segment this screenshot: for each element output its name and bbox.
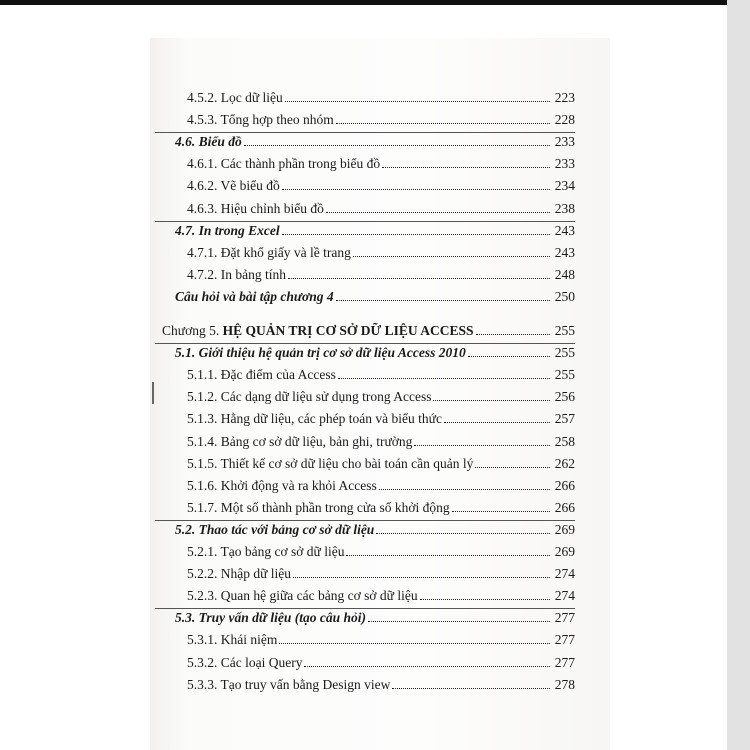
toc-entry <box>155 361 575 383</box>
dot-leader <box>414 445 550 446</box>
toc-entry-title: 5.2.2. Nhập dữ liệu <box>187 566 292 582</box>
toc-entry-page: 274 <box>554 566 575 582</box>
dot-leader <box>433 400 550 401</box>
dot-leader <box>368 621 550 622</box>
toc-entry-title: 4.6. Biểu đồ <box>175 134 242 150</box>
toc-entry <box>155 317 575 339</box>
dot-leader <box>468 356 550 357</box>
dot-leader <box>475 467 550 468</box>
dot-leader <box>282 189 550 190</box>
toc-entry-title: 5.2.3. Quan hệ giữa các bảng cơ sở dữ liệu <box>187 588 418 604</box>
dot-leader <box>288 278 550 279</box>
toc-entry <box>155 560 575 582</box>
toc-entry <box>155 172 575 194</box>
toc-entry-title: 4.5.3. Tổng hợp theo nhóm <box>187 112 334 128</box>
dot-leader <box>293 577 550 578</box>
toc-entry-title: 5.1.4. Bảng cơ sở dữ liệu, bản ghi, trường <box>187 433 413 449</box>
toc-entry-title: 5.1.7. Một số thành phần trong cửa sổ khởi động <box>187 499 450 515</box>
chapter-prefix: Chương 5. <box>162 323 223 338</box>
dot-leader <box>353 256 550 257</box>
toc-entry-title: 5.3.1. Khái niệm <box>187 632 278 648</box>
dot-leader <box>382 167 550 168</box>
dot-leader <box>285 101 550 102</box>
dot-leader <box>392 688 550 689</box>
toc-entry-title: 5.1. Giới thiệu hệ quản trị cơ sở dữ liệu Access 2010 <box>175 345 466 361</box>
toc-entry-page: 248 <box>554 266 575 282</box>
toc-entry-page: 274 <box>554 588 575 604</box>
scan-mark <box>152 382 154 404</box>
toc-entry-page: 256 <box>554 389 575 405</box>
toc-entry-title: 5.2.1. Tạo bảng cơ sở dữ liệu <box>187 544 345 559</box>
toc-entry <box>155 261 575 283</box>
toc-entry-page: 277 <box>554 654 575 670</box>
toc-entry <box>155 383 575 405</box>
toc-entry-page: 223 <box>554 90 575 105</box>
toc-entry-page: 234 <box>554 178 575 194</box>
toc-entry-page: 278 <box>554 676 575 692</box>
toc-entry-title: 5.3. Truy vấn dữ liệu (tạo câu hỏi) <box>175 610 366 626</box>
dot-leader <box>346 555 550 556</box>
toc-entry <box>155 239 575 261</box>
dot-leader <box>420 599 550 600</box>
toc-entry-page: 269 <box>554 521 575 537</box>
toc-entry <box>155 516 575 538</box>
toc-entry <box>155 195 575 217</box>
toc-entry <box>155 472 575 494</box>
toc-entry-page: 255 <box>554 323 575 338</box>
toc-entry <box>155 604 575 626</box>
toc-entry <box>155 582 575 604</box>
toc-entry-page: 243 <box>554 222 575 238</box>
dot-leader <box>336 300 550 301</box>
toc-entry-title: 5.3.3. Tạo truy vấn bằng Design view <box>187 676 391 692</box>
dot-leader <box>304 666 550 667</box>
toc-entry <box>155 339 575 361</box>
toc-entry <box>155 494 575 516</box>
toc-entry <box>155 150 575 172</box>
toc-entry-page: 238 <box>554 200 575 216</box>
toc-entry-page: 250 <box>554 288 575 304</box>
toc-entry-title: 5.1.6. Khởi động và ra khỏi Access <box>187 477 377 493</box>
dot-leader <box>326 212 550 213</box>
toc-entry-title: 4.6.2. Vẽ biểu đồ <box>187 178 280 194</box>
right-margin-strip <box>727 0 750 750</box>
toc-entry-page: 233 <box>554 134 575 150</box>
toc-entry-title <box>162 322 474 339</box>
toc-entry <box>155 84 575 106</box>
toc-entry-title: 5.1.2. Các dạng dữ liệu sử dụng trong Access <box>187 389 432 405</box>
toc-entry <box>155 106 575 128</box>
toc-entry-page: 233 <box>554 156 575 172</box>
toc-entry-page: 255 <box>554 345 575 361</box>
dot-leader <box>379 489 550 490</box>
toc-entry-title: 4.7. In trong Excel <box>175 222 280 238</box>
toc-entry-title: 4.6.1. Các thành phần trong biểu đồ <box>187 156 381 172</box>
dot-leader <box>376 533 550 534</box>
toc-entry-page: 269 <box>554 544 575 559</box>
toc-entry-page: 262 <box>554 455 575 471</box>
toc-entry-page: 277 <box>554 632 575 648</box>
toc-entry-title: 4.7.1. Đặt khổ giấy và lề trang <box>187 244 351 260</box>
toc-entry-page: 257 <box>554 411 575 427</box>
dot-leader <box>244 145 550 146</box>
chapter-title: HỆ QUẢN TRỊ CƠ SỞ DỮ LIỆU ACCESS <box>222 323 474 338</box>
toc-entry <box>155 450 575 472</box>
toc-entry <box>155 428 575 450</box>
dot-leader <box>279 643 550 644</box>
toc-entry-page: 266 <box>554 499 575 515</box>
dot-leader <box>476 334 550 335</box>
toc-entry-page: 228 <box>554 112 575 128</box>
dot-leader <box>444 422 550 423</box>
toc-entry <box>155 283 575 305</box>
toc-entry <box>155 128 575 150</box>
toc-entry-title: 5.3.2. Các loại Query <box>187 654 303 670</box>
dot-leader <box>282 234 550 235</box>
toc-entry-page: 243 <box>554 244 575 260</box>
toc-entry-page: 266 <box>554 477 575 493</box>
dot-leader <box>336 123 550 124</box>
dot-leader <box>452 511 550 512</box>
toc-entry-title: 4.7.2. In bảng tính <box>187 266 286 282</box>
toc-entry-title: 4.5.2. Lọc dữ liệu <box>187 90 283 105</box>
top-border <box>0 0 750 5</box>
toc-entry <box>155 217 575 239</box>
toc-entry-page: 258 <box>554 433 575 449</box>
toc-entry-title: 5.1.1. Đặc điểm của Access <box>187 367 336 383</box>
toc-entry <box>155 405 575 427</box>
toc-entry-title: 4.6.3. Hiệu chỉnh biểu đồ <box>187 200 324 216</box>
toc-entry-title: 5.2. Thao tác với bảng cơ sở dữ liệu <box>175 521 375 537</box>
toc-entry-page: 277 <box>554 610 575 626</box>
toc-entry <box>155 626 575 648</box>
toc-entry <box>155 649 575 671</box>
toc-entry-title: Câu hỏi và bài tập chương 4 <box>175 288 334 304</box>
toc-entry-page: 255 <box>554 367 575 383</box>
toc-entry <box>155 538 575 560</box>
toc-entry-title: 5.1.5. Thiết kế cơ sở dữ liệu cho bài toán cần quản lý <box>187 455 474 471</box>
dot-leader <box>338 378 550 379</box>
toc-entry-title: 5.1.3. Hằng dữ liệu, các phép toán và biểu thức <box>187 411 442 427</box>
toc-entry <box>155 671 575 693</box>
